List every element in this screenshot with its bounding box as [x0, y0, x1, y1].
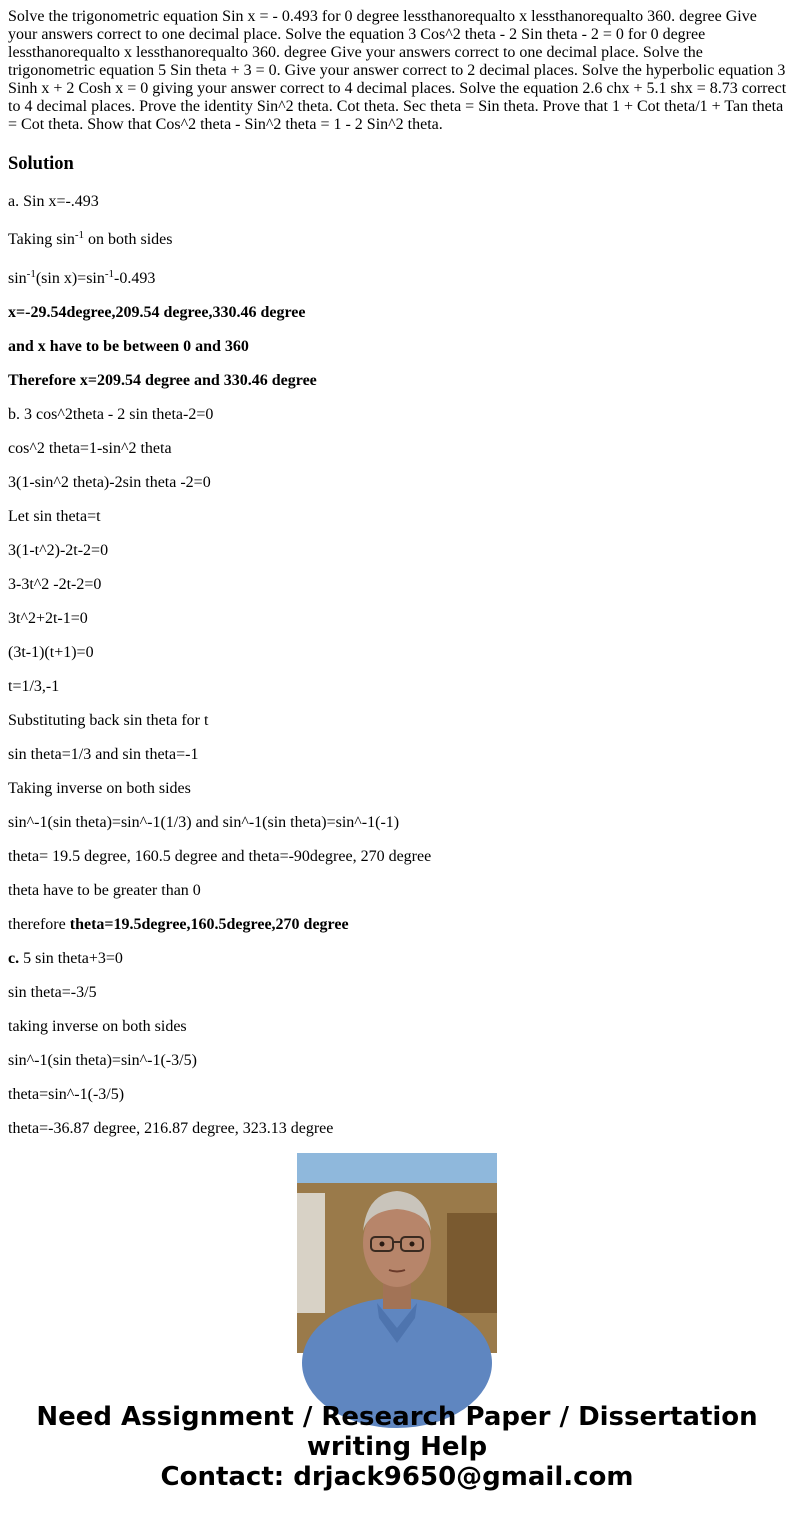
step-b4: Let sin theta=t [8, 508, 101, 525]
step-b15: theta have to be greater than 0 [8, 882, 201, 899]
step-a6: Therefore x=209.54 degree and 330.46 degree [8, 372, 317, 389]
step-a1: a. Sin x=-.493 [8, 193, 99, 210]
step-b5: 3(1-t^2)-2t-2=0 [8, 542, 109, 559]
step-c2: sin theta=-3/5 [8, 984, 97, 1001]
step-b8: (3t-1)(t+1)=0 [8, 644, 94, 661]
footer-line-2: writing Help [306, 1432, 488, 1462]
step-c5: theta=sin^-1(-3/5) [8, 1086, 125, 1103]
step-a5: and x have to be between 0 and 360 [8, 338, 249, 355]
step-b10: Substituting back sin theta for t [8, 712, 209, 729]
step-a2: Taking $\sin^{-1}$ on both sides [8, 229, 173, 248]
step-c4: sin^-1(sin theta)=sin^-1(-3/5) [8, 1052, 197, 1069]
step-c1: c. 5 sin theta+3=0 [8, 950, 123, 967]
step-b7: 3t^2+2t-1=0 [8, 610, 88, 627]
step-b1: b. 3 cos^2theta - 2 sin theta-2=0 [8, 406, 214, 423]
step-b11: sin theta=1/3 and sin theta=-1 [8, 746, 199, 763]
step-b2: cos^2 theta=1-sin^2 theta [8, 440, 172, 457]
step-b12: Taking inverse on both sides [8, 780, 191, 797]
contact-footer [0, 1402, 794, 1492]
footer-contact: Contact: drjack9650@gmail.com [160, 1462, 634, 1492]
step-b9: t=1/3,-1 [8, 678, 60, 695]
solution-steps [8, 0, 788, 1137]
person-portrait-icon [297, 1153, 497, 1353]
solution-heading: Solution [8, 154, 74, 174]
question-text: Solve the trigonometric equation Sin x = - 0.493 for 0 degree lessthanorequalto x lessthanorequalto 360. degree Give your answers correct to one decimal place. Solve the equation 3 Cos^2 theta - 2 Sin theta - 2 = 0 for 0 degree lessthanorequalto x lessthanorequalto 360. degree Give your answers correct to one decimal place. Solve the trigonometric equation 5 Sin theta + 3 = 0. Give your answer correct to 2 decimal places. Solve the hyperbolic equation 3 Sinh x + 2 Cosh x = 0 giving your answer correct to 4 decimal places. Solve the equation 2.6 chx + 5.1 shx = 8.73 correct to 4 decimal places. Prove the identity Sin^2 theta. Cot theta. Sec theta = Sin theta. Prove that 1 + Cot theta/1 + Tan theta = Cot theta. Show that Cos^2 theta - Sin^2 theta = 1 - 2 Sin^2 theta. [8, 8, 787, 133]
step-b16: therefore theta=19.5degree,160.5degree,270 degree [8, 916, 349, 933]
step-c3: taking inverse on both sides [8, 1018, 187, 1035]
step-b14: theta= 19.5 degree, 160.5 degree and theta=-90degree, 270 degree [8, 848, 432, 865]
step-a4: x=-29.54degree,209.54 degree,330.46 degree [8, 304, 306, 321]
step-b3: 3(1-sin^2 theta)-2sin theta -2=0 [8, 474, 211, 491]
step-a3: $\sin^{-1}(\sin$ $x)=\sin^{-1}-0.493$ [8, 268, 156, 287]
author-photo [297, 1153, 497, 1353]
step-c6-truncated: theta=-36.87 degree, 216.87 degree, 323.13 degree [8, 1120, 334, 1137]
step-b13: sin^-1(sin theta)=sin^-1(1/3) and sin^-1(sin theta)=sin^-1(-1) [8, 814, 400, 831]
step-b6: 3-3t^2 -2t-2=0 [8, 576, 102, 593]
footer-line-1: Need Assignment / Research Paper / Dissertation [36, 1402, 758, 1432]
